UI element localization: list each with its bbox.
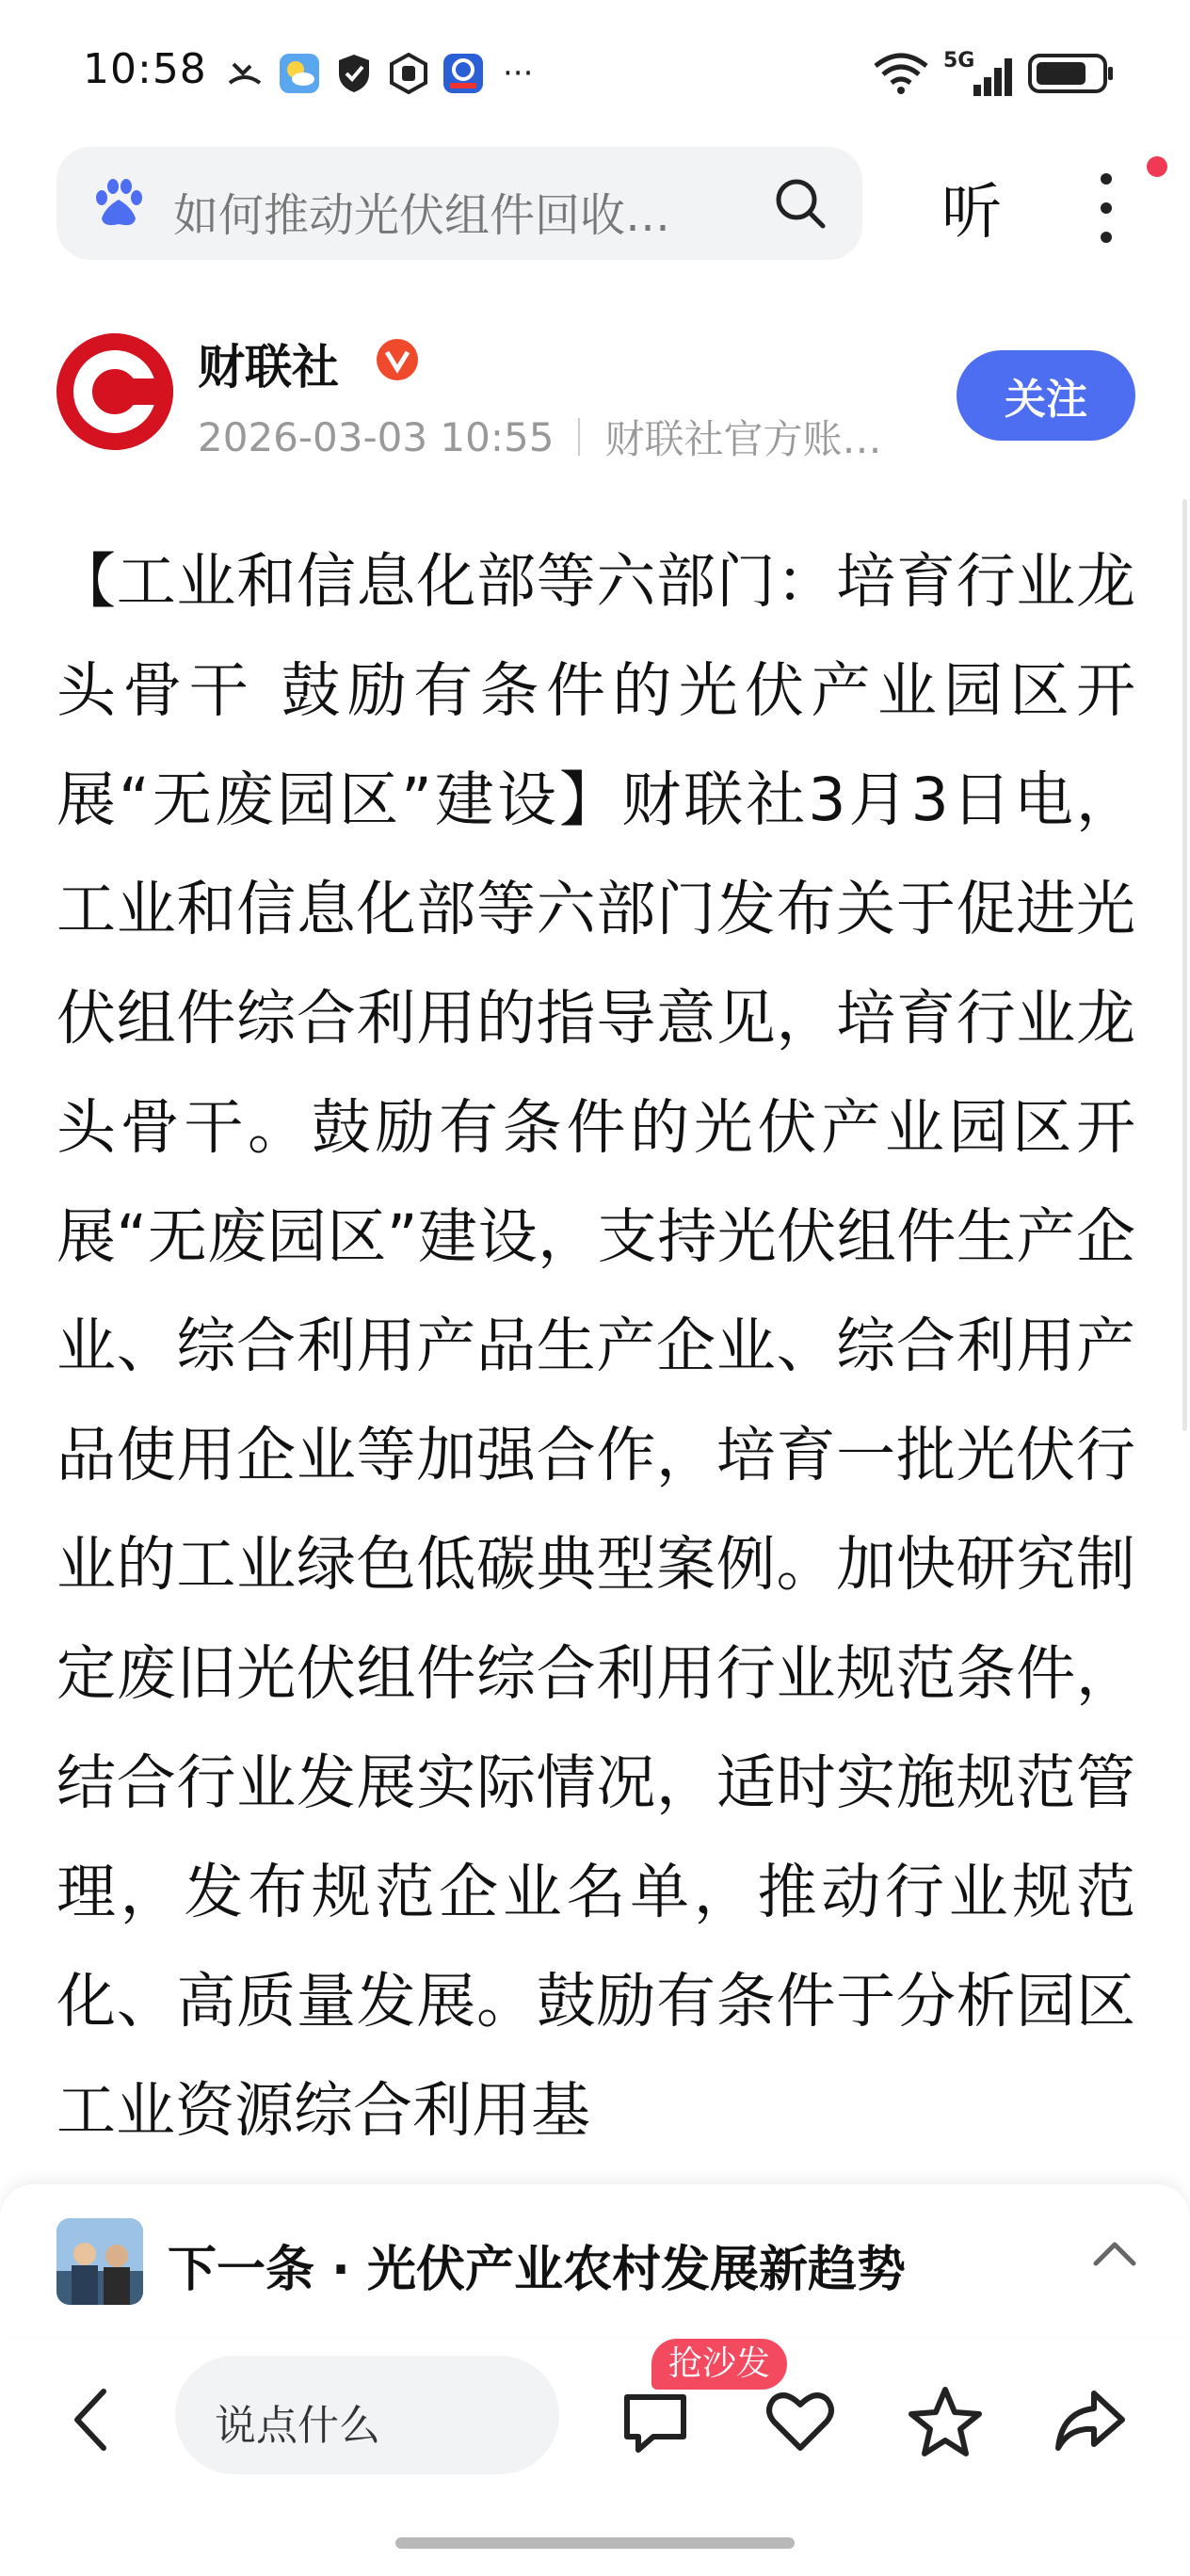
search-query[interactable]: 如何推动光伏组件回收… [173,189,671,242]
weather-icon [279,53,320,94]
comment-input[interactable] [175,2356,559,2474]
status-bar [0,0,1190,141]
system-icons [872,51,1115,100]
share-icon[interactable] [1053,2384,1128,2459]
article-content [56,527,1135,2184]
post-date: 2026-03-03 10:55 [198,413,555,460]
comment-icon[interactable] [618,2384,693,2459]
baidu-paw-icon [92,179,145,228]
post-meta [198,409,882,465]
signal-icon [943,49,1015,98]
author-name[interactable]: 财联社 [198,340,339,394]
chevron-up-icon[interactable] [1092,2239,1137,2267]
app-notification-icon [388,53,429,94]
sofa-badge: 抢沙发 [651,2339,787,2390]
listen-button[interactable]: 听 [941,178,1002,248]
back-arrow-icon[interactable] [62,2375,119,2465]
search-bar[interactable] [56,147,862,260]
verified-badge-icon [375,337,420,382]
tv-app-icon [442,53,484,94]
more-notifications: ··· [503,55,534,92]
author-account: 财联社官方账… [604,416,882,462]
follow-button[interactable]: 关注 [957,350,1135,441]
next-article-bar[interactable] [0,2184,1190,2335]
bottom-action-bar [0,2339,1190,2518]
article-body: 【工业和信息化部等六部门：培育行业龙头骨干 鼓励有条件的光伏产业园区开展“无废园区”建设】财联社3月3日电，工业和信息化部等六部门发布关于促进光伏组件综合利用的指导意见，培育行业龙头骨干。鼓励有条件的光伏产业园区开展“无废园区”建设，支持光伏组件生产企业、综合利用产品生产企业、综合利用产品使用企业等加强合作，培育一批光伏行业的工业绿色低碳典型案例。加快研究制定废旧光伏组件综合利用行业规范条件，结合行业发展实际情况，适时实施规范管理，发布规范企业名单，推动行业规范化、高质量发展。鼓励有条件于分析园区工业资源综合利用基 [56,547,1135,2145]
vpn-shield-icon [333,53,375,94]
notification-dot [1147,156,1167,177]
missed-call-icon [224,53,265,94]
search-icon[interactable] [772,175,828,232]
network-type: 5G [943,49,975,72]
meta-divider [578,418,580,456]
battery-icon [1028,52,1115,99]
author-header [0,320,1190,471]
more-options-icon[interactable] [1092,166,1120,250]
next-article-title[interactable]: 下一条 · 光伏产业农村发展新趋势 [168,2242,906,2298]
favorite-star-icon[interactable] [908,2384,983,2459]
comment-placeholder: 说点什么 [215,2402,380,2450]
next-article-thumbnail [56,2218,143,2305]
scrollbar[interactable] [1182,499,1187,1431]
wifi-icon [872,51,930,100]
like-heart-icon[interactable] [763,2384,838,2459]
status-time: 10:58 [83,45,207,93]
notification-icons [224,53,533,94]
home-indicator[interactable] [395,2537,795,2549]
avatar[interactable] [56,333,173,450]
